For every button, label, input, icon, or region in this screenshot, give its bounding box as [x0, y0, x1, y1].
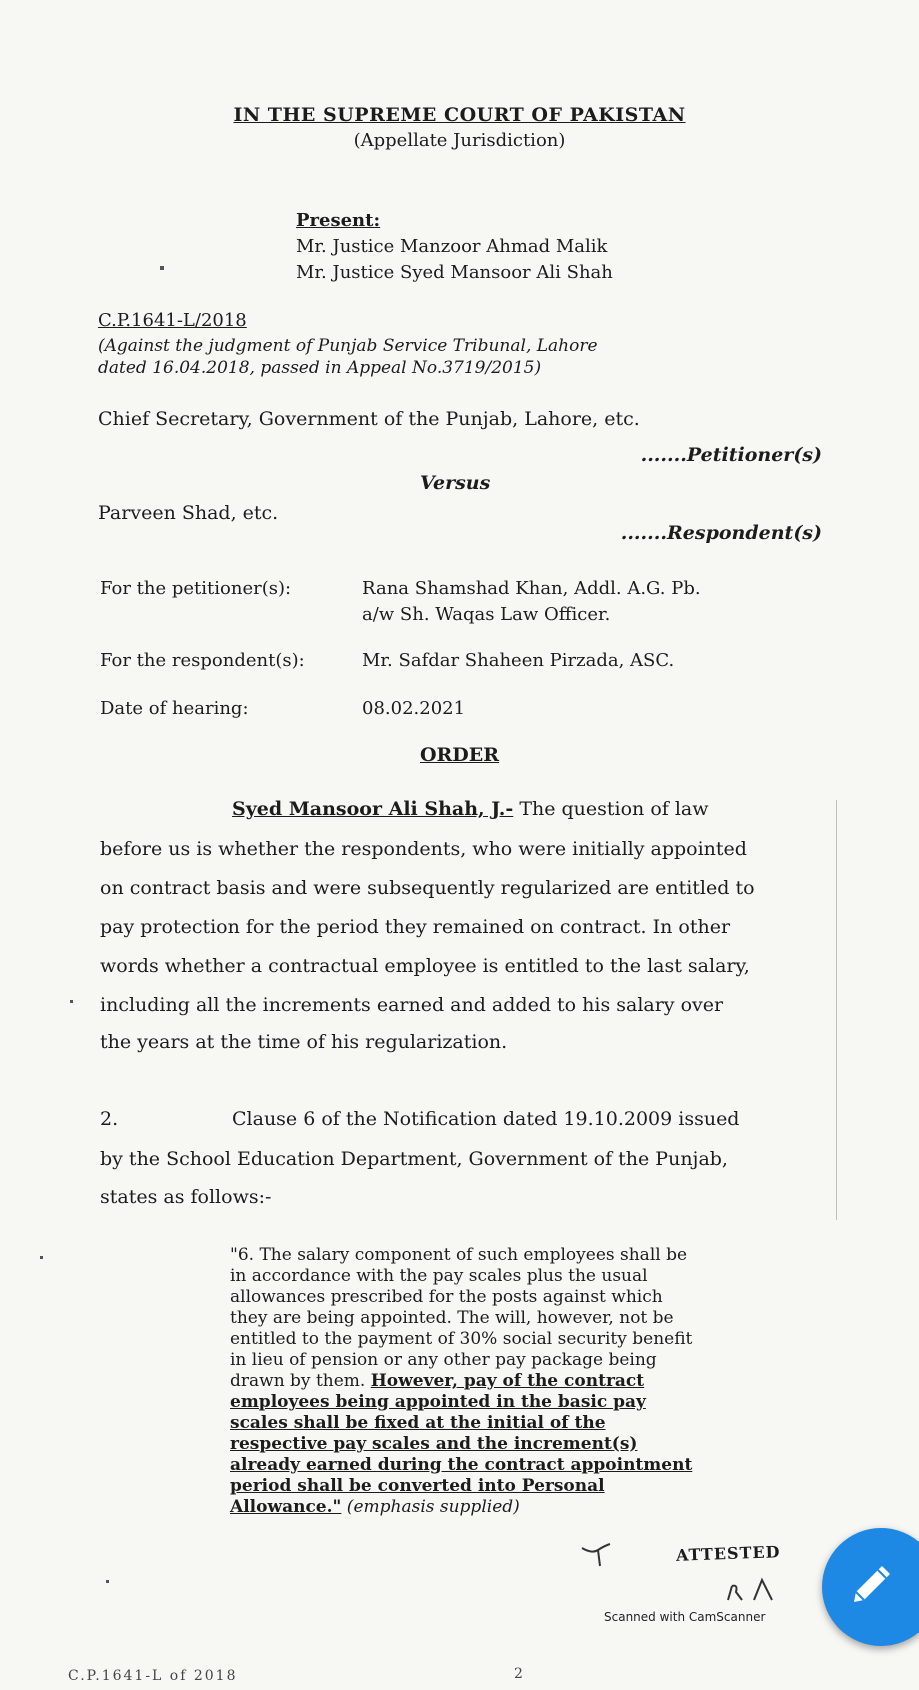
quote-line: drawn by them. However, pay of the contract — [230, 1371, 645, 1391]
quote-line: in accordance with the pay scales plus the usual — [230, 1266, 648, 1286]
initials-mark — [724, 1574, 784, 1604]
quote-line: "6. The salary component of such employees shall be — [230, 1245, 688, 1265]
quote-emphasis: already earned during the contract appointment — [230, 1455, 693, 1475]
quote-emphasis: However, pay of the contract — [370, 1371, 645, 1391]
case-description: (Against the judgment of Punjab Service Tribunal, Lahore — [98, 336, 598, 356]
quote-emphasis: respective pay scales and the increment(s) — [230, 1434, 638, 1454]
paragraph-line: including all the increments earned and added to his salary over — [100, 994, 724, 1016]
respondent-counsel-label: For the respondent(s): — [100, 650, 305, 671]
quote-line: they are being appointed. The will, however, not be — [230, 1308, 674, 1328]
paragraph-line: Clause 6 of the Notification dated 19.10.2009 issued — [232, 1108, 740, 1130]
order-heading: ORDER — [419, 744, 500, 766]
court-title: IN THE SUPREME COURT OF PAKISTAN — [233, 104, 686, 126]
respondent-counsel: Mr. Safdar Shaheen Pirzada, ASC. — [362, 650, 675, 671]
jurisdiction-subtitle: (Appellate Jurisdiction) — [353, 130, 566, 151]
paragraph-line: states as follows:- — [100, 1186, 272, 1208]
attested-stamp: ATTESTED — [675, 1542, 781, 1565]
footer-case-ref: C.P.1641-L of 2018 — [68, 1668, 238, 1684]
paragraph-line: pay protection for the period they remained on contract. In other — [100, 916, 731, 938]
signature-mark — [580, 1540, 620, 1568]
paragraph-line: before us is whether the respondents, who were initially appointed — [100, 838, 747, 860]
petitioner-role: .......Petitioner(s) — [640, 444, 822, 466]
paragraph-line: the years at the time of his regularization. — [100, 1031, 508, 1053]
paragraph-line: on contract basis and were subsequently regularized are entitled to — [100, 877, 755, 899]
paragraph-line: words whether a contractual employee is entitled to the last salary, — [100, 955, 750, 977]
emphasis-note: (emphasis supplied) — [341, 1497, 520, 1517]
hearing-date: 08.02.2021 — [362, 698, 466, 719]
quote-line: Allowance." (emphasis supplied) — [230, 1497, 520, 1517]
case-description: dated 16.04.2018, passed in Appeal No.3719/2015) — [98, 358, 542, 378]
petitioner-counsel-2: a/w Sh. Waqas Law Officer. — [362, 604, 611, 625]
judge-name: Mr. Justice Manzoor Ahmad Malik — [296, 236, 608, 257]
paragraph-line: Syed Mansoor Ali Shah, J.- The question of law — [232, 798, 709, 820]
margin-speck — [160, 266, 164, 270]
paragraph-number: 2. — [100, 1108, 119, 1130]
margin-speck — [106, 1580, 109, 1583]
scanner-watermark: Scanned with CamScanner — [604, 1610, 766, 1624]
petitioner-counsel-label: For the petitioner(s): — [100, 578, 292, 599]
scan-edge-line — [836, 800, 837, 1220]
petitioner-name: Chief Secretary, Government of the Punjab, Lahore, etc. — [98, 408, 640, 430]
respondent-name: Parveen Shad, etc. — [98, 502, 279, 524]
edit-fab-button[interactable] — [822, 1528, 919, 1646]
quote-emphasis: period shall be converted into Personal — [230, 1476, 605, 1496]
pencil-icon — [846, 1558, 898, 1610]
respondent-role: .......Respondent(s) — [620, 522, 822, 544]
petitioner-counsel: Rana Shamshad Khan, Addl. A.G. Pb. — [362, 578, 701, 599]
quote-line: entitled to the payment of 30% social security benefit — [230, 1329, 693, 1349]
quote-line: allowances prescribed for the posts against which — [230, 1287, 663, 1307]
quote-emphasis: employees being appointed in the basic pay — [230, 1392, 646, 1412]
quote-line: in lieu of pension or any other pay package being — [230, 1350, 657, 1370]
margin-speck — [70, 1000, 73, 1003]
margin-speck — [40, 1256, 43, 1259]
present-label: Present: — [296, 210, 381, 231]
judge-name: Mr. Justice Syed Mansoor Ali Shah — [296, 262, 613, 283]
case-number: C.P.1641-L/2018 — [98, 310, 247, 331]
versus-label: Versus — [420, 472, 491, 494]
paragraph-line: by the School Education Department, Government of the Punjab, — [100, 1148, 728, 1170]
order-author: Syed Mansoor Ali Shah, J.- — [232, 798, 514, 820]
page-number: 2 — [514, 1666, 523, 1682]
quote-emphasis: scales shall be fixed at the initial of the — [230, 1413, 606, 1433]
hearing-date-label: Date of hearing: — [100, 698, 249, 719]
